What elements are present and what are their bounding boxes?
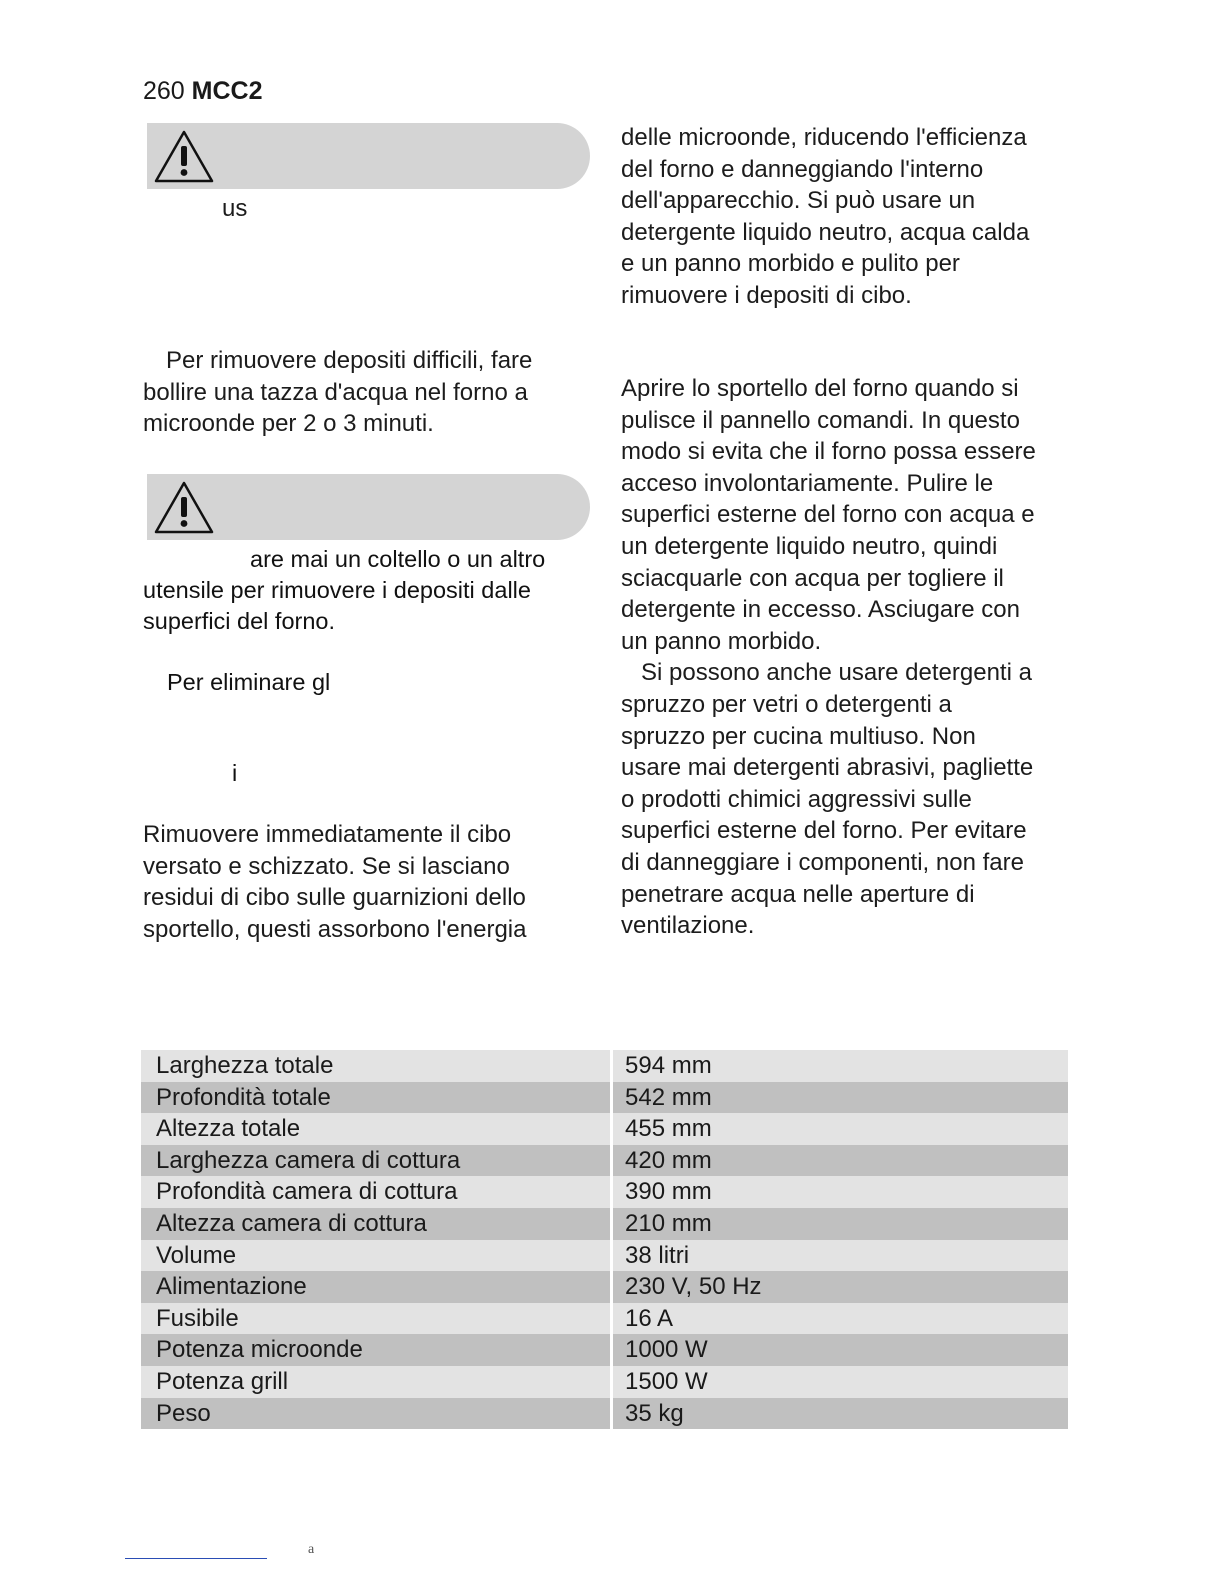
left-paragraph-1: Per rimuovere depositi difficili, fare bollire una tazza d'acqua nel forno a microonde per 2 o 3 minuti. xyxy=(143,347,533,438)
table-row xyxy=(141,1208,1068,1240)
spec-value: 420 mm xyxy=(612,1145,1069,1177)
table-row xyxy=(141,1113,1068,1145)
spec-label: Alimentazione xyxy=(141,1271,612,1303)
warning-banner-2 xyxy=(147,474,590,540)
table-row xyxy=(141,1398,1068,1430)
spec-value: 594 mm xyxy=(612,1050,1069,1082)
spec-value: 38 litri xyxy=(612,1240,1069,1272)
spec-value: 1500 W xyxy=(612,1366,1069,1398)
table-row xyxy=(141,1176,1068,1208)
model-name: MCC2 xyxy=(191,77,263,105)
spec-value: 390 mm xyxy=(612,1176,1069,1208)
table-row xyxy=(141,1240,1068,1272)
spec-label: Volume xyxy=(141,1240,612,1272)
spec-label: Profondità camera di cottura xyxy=(141,1176,612,1208)
spec-label: Potenza grill xyxy=(141,1366,612,1398)
left-paragraph-3: Rimuovere immediatamente il cibo versato e schizzato. Se si lasciano residui di cibo sulle guarnizioni dello sportello, questi assorbono l'energia xyxy=(143,821,527,943)
spec-label: Larghezza totale xyxy=(141,1050,612,1082)
table-row xyxy=(141,1303,1068,1335)
table-row xyxy=(141,1050,1068,1082)
spec-label: Peso xyxy=(141,1398,612,1430)
table-row xyxy=(141,1334,1068,1366)
spec-label: Potenza microonde xyxy=(141,1334,612,1366)
warning-triangle-icon xyxy=(153,480,215,536)
spec-label: Altezza totale xyxy=(141,1113,612,1145)
footer-mark: a xyxy=(308,1542,315,1557)
warning-2-text: are mai un coltello o un altro utensile per rimuovere i depositi dalle superfici del forno. xyxy=(143,546,546,634)
spec-label: Larghezza camera di cottura xyxy=(141,1145,612,1177)
spec-value: 230 V, 50 Hz xyxy=(612,1271,1069,1303)
left-fragment-i: i xyxy=(232,760,238,786)
specs-table xyxy=(141,1050,1068,1429)
warning-triangle-icon xyxy=(153,129,215,185)
spec-value: 16 A xyxy=(612,1303,1069,1335)
table-row xyxy=(141,1366,1068,1398)
left-paragraph-2: Per eliminare gl xyxy=(167,669,331,695)
table-row xyxy=(141,1271,1068,1303)
spec-value: 455 mm xyxy=(612,1113,1069,1145)
spec-value: 1000 W xyxy=(612,1334,1069,1366)
page-header xyxy=(143,76,263,106)
table-row xyxy=(141,1145,1068,1177)
spec-label: Profondità totale xyxy=(141,1082,612,1114)
spec-label: Fusibile xyxy=(141,1303,612,1335)
spec-value: 35 kg xyxy=(612,1398,1069,1430)
warning-banner-1 xyxy=(147,123,590,189)
right-paragraph-1: delle microonde, riducendo l'efficienza del forno e danneggiando l'interno dell'apparecchio. Si può usare un detergente liquido neutro, acqua calda e un panno morbido e pulito per rimuovere i depositi di cibo. xyxy=(621,124,1030,309)
table-row xyxy=(141,1082,1068,1114)
footer-rule xyxy=(125,1558,267,1559)
spec-value: 210 mm xyxy=(612,1208,1069,1240)
spec-label: Altezza camera di cottura xyxy=(141,1208,612,1240)
spec-value: 542 mm xyxy=(612,1082,1069,1114)
warning-1-fragment: us xyxy=(222,195,248,222)
page-number: 260 xyxy=(143,77,185,105)
right-paragraph-2: Aprire lo sportello del forno quando si pulisce il pannello comandi. In questo modo si evita che il forno possa essere acceso involontariamente. Pulire le superfici esterne del forno con acqua e un detergente liquido neutro, quindi sciacquarle con acqua per togliere il detergente in eccesso. Asciugare con un panno morbido. Si possono anche usare detergenti a spruzzo per vetri o detergenti a spruzzo per cucina multiuso. Non usare mai detergenti abrasivi, pagliette o prodotti chimici aggressivi sulle superfici esterne del forno. Per evitare di danneggiare i componenti, non fare penetrare acqua nelle aperture di ventilazione. xyxy=(621,375,1036,940)
